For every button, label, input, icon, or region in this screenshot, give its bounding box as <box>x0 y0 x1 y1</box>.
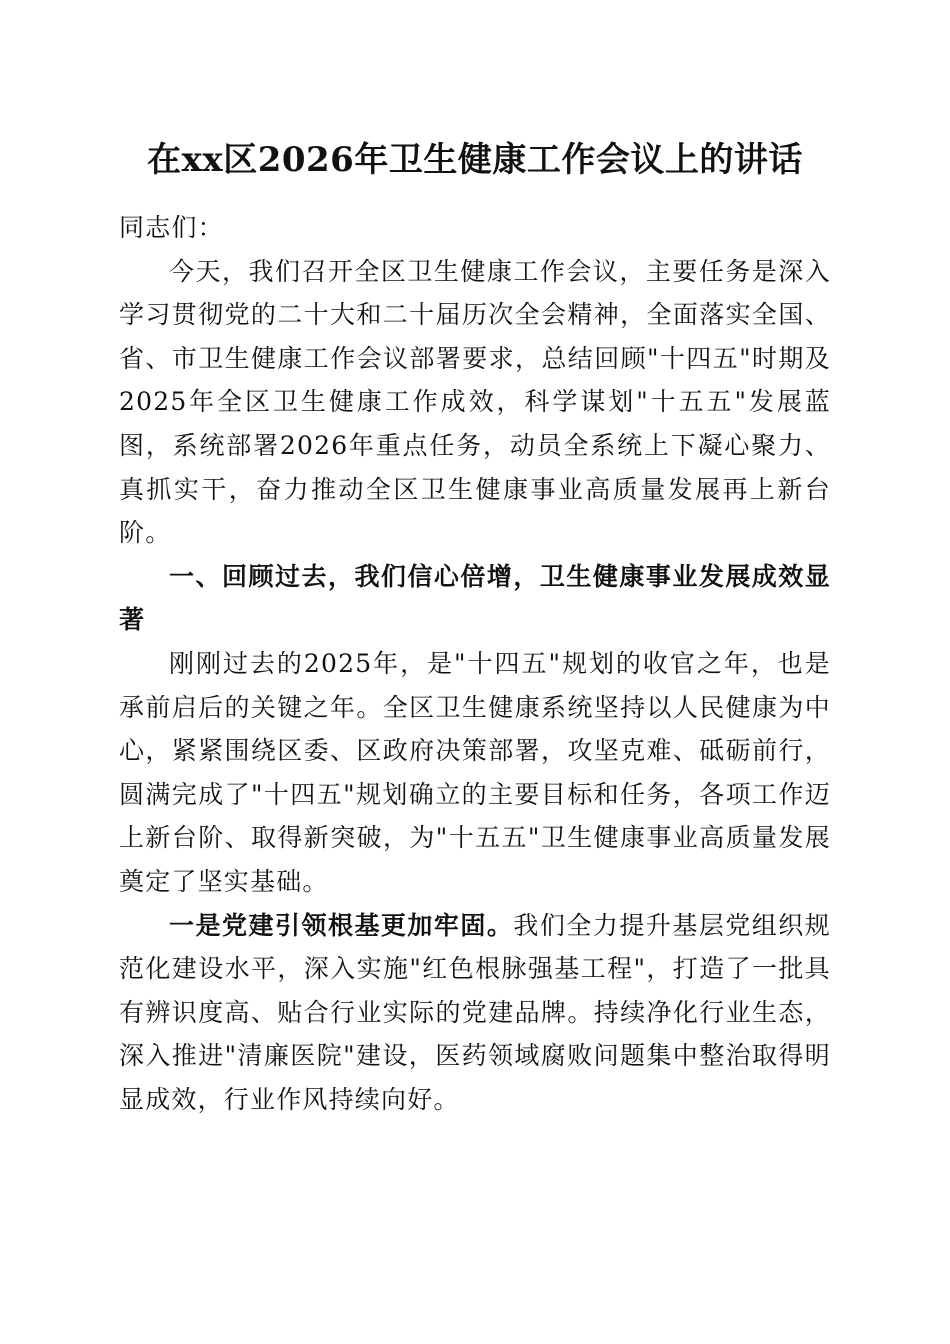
section-heading: 一、回顾过去，我们信心倍增，卫生健康事业发展成效显著 <box>119 561 831 635</box>
point-lead: 一是党建引领根基更加牢固。 <box>169 910 514 940</box>
section-paragraph: 刚刚过去的2025年，是"十四五"规划的收官之年，也是承前启后的关键之年。全区卫生健康系统坚持以人民健康为中心，紧紧围绕区委、区政府决策部署，攻坚克难、砥砺前行，圆满完成了"十四五"规划确立的主要目标和任务，各项工作迈上新台阶、取得新突破，为"十五五"卫生健康事业高质量发展奠定了坚实基础。 <box>119 648 831 896</box>
intro-paragraph: 今天，我们召开全区卫生健康工作会议，主要任务是深入学习贯彻党的二十大和二十届历次全会精神，全面落实全国、省、市卫生健康工作会议部署要求，总结回顾"十四五"时期及2025年全区卫生健康工作成效，科学谋划"十五五"发展蓝图，系统部署2026年重点任务，动员全系统上下凝心聚力、真抓实干，奋力推动全区卫生健康事业高质量发展再上新台阶。 <box>119 256 831 548</box>
document-title: 在xx区2026年卫生健康工作会议上的讲话 <box>147 140 803 180</box>
greeting: 同志们： <box>119 213 224 242</box>
document-body <box>119 206 831 1121</box>
point-text: 我们全力提升基层党组织规范化建设水平，深入实施"红色根脉强基工程"，打造了一批具有辨识度高、贴合行业实际的党建品牌。持续净化行业生态，深入推进"清廉医院"建设，医药领域腐败问题集中整治取得明显成效，行业作风持续向好。 <box>119 910 831 1114</box>
point-paragraph <box>119 904 831 1122</box>
